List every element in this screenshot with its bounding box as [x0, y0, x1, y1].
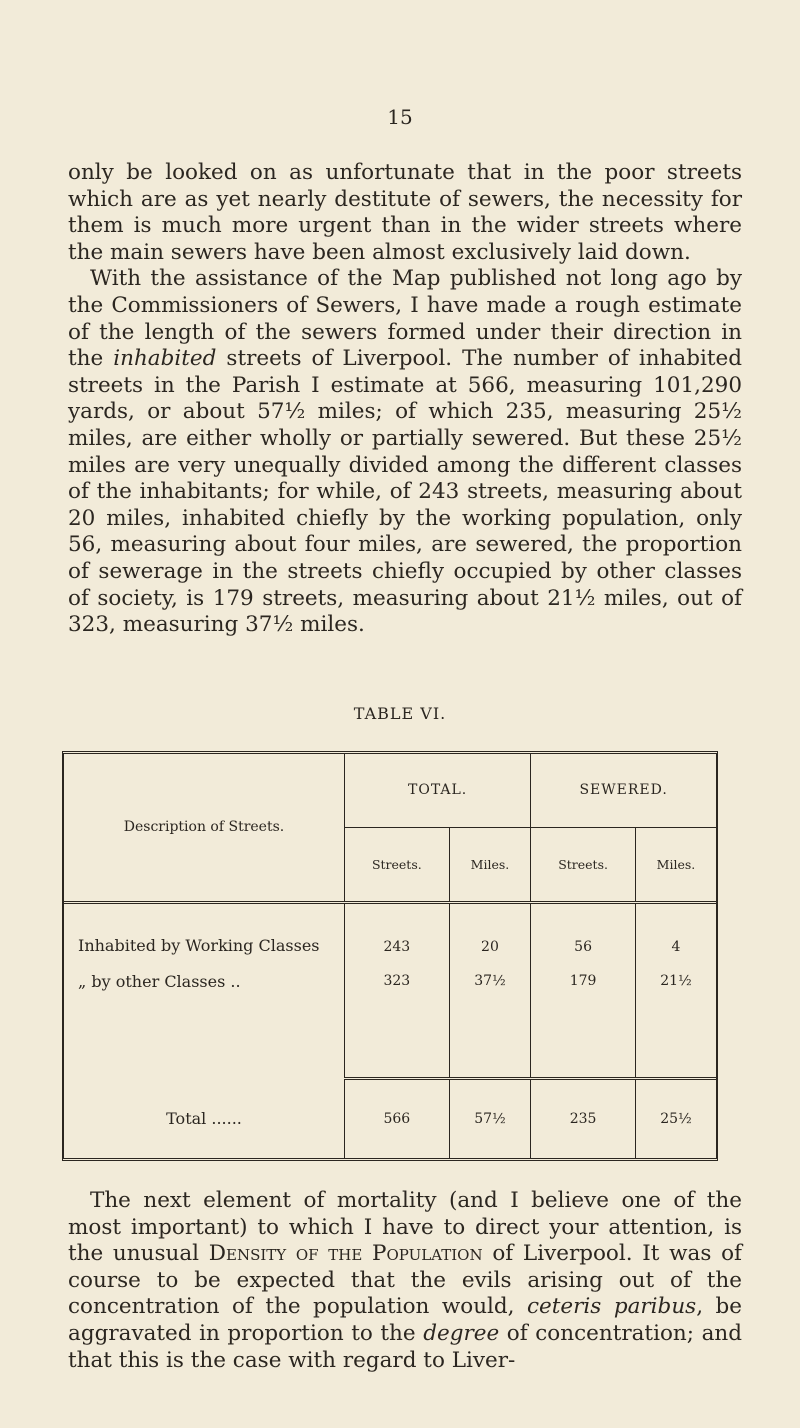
- total-miles: 57½: [449, 1079, 531, 1158]
- cell-total-streets: 323: [345, 955, 450, 1007]
- cell-sewered-streets: 56: [531, 902, 636, 955]
- cell-total-miles: 20: [449, 902, 531, 955]
- header-sewered: SEWERED.: [531, 754, 716, 827]
- total-label: Total ......: [64, 1079, 345, 1158]
- paragraph-density-a: The next element of mortality (and I believe one of the most important) to which I have to direct your attention, is the unusual: [68, 1188, 742, 1267]
- emphasis-degree: degree: [423, 1320, 500, 1346]
- paragraph-density-b: of Liverpool. It was of course to be expected that the evils arising out of the concentration of the population would,: [68, 1241, 743, 1320]
- paragraph-sewers-part1: only be looked on as unfortunate that in the poor streets which are as yet nearly destitute of sewers, the necessity for them is much more urgent than in the wider streets where the main sewers have been almost exclusively laid down.: [68, 160, 742, 265]
- paragraph-density-c: , be aggravated in proportion to the: [68, 1294, 743, 1346]
- sewerage-table: [64, 754, 716, 1158]
- paragraph-sewers-part2a: With the assistance of the Map published not long ago by the Commissioners of Sewers, I have made a rough estimate of the length of the sewers formed under their direction in the: [68, 266, 742, 372]
- page-number: 15: [387, 105, 413, 129]
- table-total-row: [64, 1079, 716, 1158]
- paragraph-density: [68, 1188, 742, 1374]
- density-of-population: Density of the Population: [208, 1241, 483, 1267]
- emphasis-inhabited: inhabited: [113, 346, 217, 372]
- table-spacer-row: [64, 1007, 716, 1079]
- subheader-total-miles: Miles.: [449, 827, 531, 902]
- total-sewered-miles: 25½: [660, 1111, 692, 1128]
- paragraph-sewers: [68, 160, 742, 639]
- table-row: [64, 955, 716, 1007]
- row-label: „ by other Classes ..: [64, 955, 345, 1007]
- cell-sewered-miles: 21½: [660, 973, 692, 990]
- subheader-sewered-miles: Miles.: [635, 827, 716, 902]
- header-description: Description of Streets.: [64, 754, 345, 902]
- subheader-sewered-streets: Streets.: [531, 827, 636, 902]
- row-label: Inhabited by Working Classes: [64, 902, 345, 955]
- table-vi: [62, 751, 718, 1161]
- cell-sewered-miles: 4: [671, 939, 681, 956]
- cell-total-miles: 37½: [449, 955, 531, 1007]
- cell-sewered-streets: 179: [531, 955, 636, 1007]
- total-streets: 566: [345, 1079, 450, 1158]
- table-caption: TABLE VI.: [353, 704, 447, 723]
- subheader-total-streets: Streets.: [345, 827, 450, 902]
- cell-total-streets: 243: [345, 902, 450, 955]
- paragraph-sewers-part2b: streets of Liverpool. The number of inhabited streets in the Parish I estimate at 566, measuring 101,290 yards, or about 57½ miles; of which 235, measuring 25½ miles, are either wholly or partially sewered. But these 25½ miles are very unequally divided among the different classes of the inhabitants; for while, of 243 streets, measuring about 20 miles, inhabited chiefly by the working population, only 56, measuring about four miles, are sewered, the proportion of sewerage in the streets chiefly occupied by other classes of society, is 179 streets, measuring about 21½ miles, out of 323, measuring 37½ miles.: [68, 346, 742, 638]
- table-row: [64, 902, 716, 955]
- header-total: TOTAL.: [345, 754, 531, 827]
- emphasis-ceteris-paribus: ceteris paribus: [527, 1294, 697, 1320]
- paragraph-density-d: of concentration; and that this is the case with regard to Liver-: [68, 1320, 742, 1373]
- total-sewered-streets: 235: [531, 1079, 636, 1158]
